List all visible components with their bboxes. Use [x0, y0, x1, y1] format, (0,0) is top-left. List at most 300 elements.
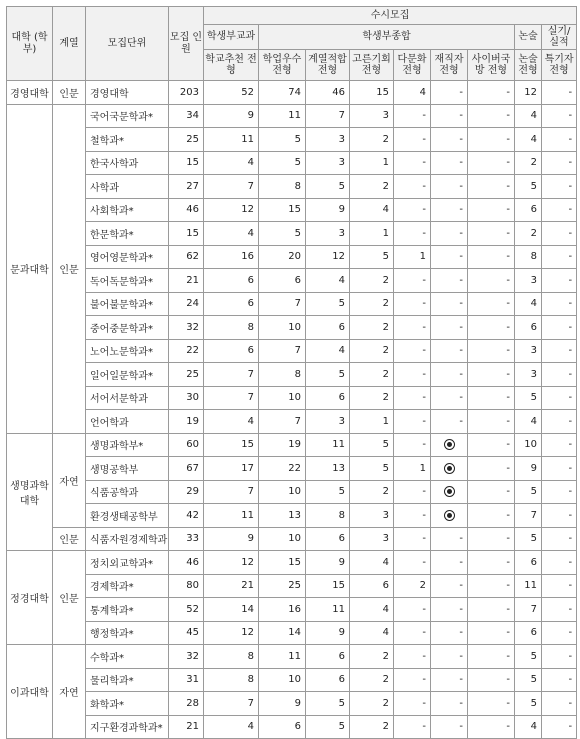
value-cell: 10: [259, 527, 306, 551]
unit-cell: 경제학과*: [86, 574, 169, 598]
value-cell: -: [394, 198, 431, 222]
value-cell: 2: [350, 668, 394, 692]
value-cell: 1: [350, 222, 394, 246]
value-cell: 12: [204, 621, 259, 645]
unit-cell: 독어독문학과*: [86, 269, 169, 293]
value-cell: 10: [259, 386, 306, 410]
value-cell: 5: [350, 245, 394, 269]
value-cell: 5: [350, 433, 394, 457]
value-cell: 46: [169, 198, 204, 222]
value-cell: -: [394, 151, 431, 175]
value-cell: -: [468, 316, 515, 340]
value-cell: 27: [169, 175, 204, 199]
value-cell: 4: [350, 198, 394, 222]
value-cell: -: [431, 551, 468, 575]
value-cell: 4: [306, 269, 350, 293]
value-cell: 7: [204, 386, 259, 410]
header-sub-7: 논술 전형: [515, 50, 542, 81]
value-cell: 10: [259, 480, 306, 504]
value-cell: 21: [169, 715, 204, 739]
value-cell: -: [542, 386, 577, 410]
value-cell: 7: [204, 175, 259, 199]
value-cell: 15: [169, 151, 204, 175]
value-cell: 52: [169, 598, 204, 622]
value-cell: -: [431, 292, 468, 316]
table-row: [7, 245, 577, 269]
value-cell: -: [468, 363, 515, 387]
value-cell: 4: [515, 410, 542, 434]
value-cell: -: [431, 598, 468, 622]
value-cell: -: [431, 198, 468, 222]
value-cell: 7: [515, 504, 542, 528]
selected-marker-cell: [431, 480, 468, 504]
value-cell: 6: [204, 292, 259, 316]
value-cell: 1: [350, 410, 394, 434]
unit-cell: 서어서문학과: [86, 386, 169, 410]
value-cell: -: [542, 715, 577, 739]
value-cell: 4: [204, 222, 259, 246]
value-cell: -: [468, 410, 515, 434]
header-quota: 모집 인원: [169, 7, 204, 81]
value-cell: 2: [515, 222, 542, 246]
value-cell: 1: [350, 151, 394, 175]
value-cell: 2: [350, 269, 394, 293]
admission-quota-table: [6, 6, 577, 739]
value-cell: 80: [169, 574, 204, 598]
header-sub-5: 재직자 전형: [431, 50, 468, 81]
value-cell: -: [394, 269, 431, 293]
value-cell: -: [542, 504, 577, 528]
value-cell: 203: [169, 81, 204, 105]
selected-marker-cell: [431, 433, 468, 457]
header-sub-8: 특기자 전형: [542, 50, 577, 81]
value-cell: -: [431, 386, 468, 410]
value-cell: -: [431, 222, 468, 246]
value-cell: 6: [515, 551, 542, 575]
value-cell: 7: [259, 339, 306, 363]
value-cell: -: [468, 621, 515, 645]
value-cell: -: [468, 715, 515, 739]
unit-cell: 노어노문학과*: [86, 339, 169, 363]
value-cell: 8: [204, 316, 259, 340]
value-cell: -: [431, 410, 468, 434]
unit-cell: 사학과: [86, 175, 169, 199]
value-cell: -: [431, 645, 468, 669]
unit-cell: 물리학과*: [86, 668, 169, 692]
value-cell: 7: [204, 363, 259, 387]
value-cell: 2: [394, 574, 431, 598]
value-cell: 8: [204, 645, 259, 669]
value-cell: 7: [259, 410, 306, 434]
value-cell: -: [542, 128, 577, 152]
table-row: [7, 81, 577, 105]
value-cell: -: [394, 598, 431, 622]
value-cell: -: [468, 222, 515, 246]
header-sub-3: 고른기회 전형: [350, 50, 394, 81]
value-cell: 6: [204, 339, 259, 363]
value-cell: -: [542, 363, 577, 387]
value-cell: 5: [515, 668, 542, 692]
unit-cell: 생명공학부: [86, 457, 169, 481]
value-cell: 5: [259, 151, 306, 175]
unit-cell: 수학과*: [86, 645, 169, 669]
value-cell: -: [542, 433, 577, 457]
value-cell: 3: [306, 222, 350, 246]
value-cell: 3: [306, 410, 350, 434]
value-cell: 2: [350, 175, 394, 199]
value-cell: -: [542, 339, 577, 363]
value-cell: 4: [515, 292, 542, 316]
value-cell: 19: [169, 410, 204, 434]
value-cell: -: [431, 81, 468, 105]
table-row: [7, 363, 577, 387]
selected-marker-cell: [431, 504, 468, 528]
value-cell: 20: [259, 245, 306, 269]
value-cell: 15: [259, 198, 306, 222]
table-row: [7, 151, 577, 175]
value-cell: -: [431, 245, 468, 269]
value-cell: 7: [515, 598, 542, 622]
unit-cell: 통계학과*: [86, 598, 169, 622]
table-header: [7, 7, 577, 81]
value-cell: 5: [515, 386, 542, 410]
value-cell: -: [468, 574, 515, 598]
value-cell: 6: [515, 198, 542, 222]
value-cell: 8: [259, 175, 306, 199]
value-cell: 34: [169, 104, 204, 128]
value-cell: -: [394, 715, 431, 739]
unit-cell: 정치외교학과*: [86, 551, 169, 575]
value-cell: -: [394, 504, 431, 528]
value-cell: -: [431, 339, 468, 363]
value-cell: 6: [306, 527, 350, 551]
value-cell: 12: [515, 81, 542, 105]
value-cell: -: [468, 339, 515, 363]
value-cell: -: [542, 104, 577, 128]
value-cell: -: [468, 269, 515, 293]
value-cell: 46: [169, 551, 204, 575]
header-sub-2: 계열적합 전형: [306, 50, 350, 81]
value-cell: 45: [169, 621, 204, 645]
value-cell: 1: [394, 457, 431, 481]
value-cell: -: [468, 104, 515, 128]
value-cell: -: [468, 128, 515, 152]
value-cell: 15: [306, 574, 350, 598]
table-row: [7, 339, 577, 363]
value-cell: 5: [306, 363, 350, 387]
value-cell: 22: [259, 457, 306, 481]
value-cell: 3: [350, 104, 394, 128]
value-cell: 5: [515, 175, 542, 199]
value-cell: 4: [515, 104, 542, 128]
value-cell: 3: [515, 339, 542, 363]
value-cell: -: [394, 104, 431, 128]
value-cell: -: [468, 645, 515, 669]
value-cell: -: [394, 433, 431, 457]
value-cell: 6: [204, 269, 259, 293]
value-cell: 9: [204, 104, 259, 128]
table-row: [7, 386, 577, 410]
value-cell: -: [468, 551, 515, 575]
value-cell: -: [431, 104, 468, 128]
value-cell: 1: [394, 245, 431, 269]
table-row: [7, 574, 577, 598]
value-cell: -: [542, 457, 577, 481]
value-cell: -: [431, 621, 468, 645]
value-cell: -: [431, 363, 468, 387]
division-cell: 인문: [53, 81, 86, 105]
unit-cell: 화학과*: [86, 692, 169, 716]
value-cell: 3: [306, 128, 350, 152]
value-cell: -: [542, 292, 577, 316]
value-cell: 6: [515, 621, 542, 645]
value-cell: 4: [350, 551, 394, 575]
value-cell: 4: [204, 715, 259, 739]
value-cell: 16: [204, 245, 259, 269]
unit-cell: 한문학과*: [86, 222, 169, 246]
value-cell: -: [542, 410, 577, 434]
value-cell: 8: [306, 504, 350, 528]
value-cell: 12: [204, 551, 259, 575]
value-cell: -: [394, 386, 431, 410]
value-cell: -: [542, 222, 577, 246]
unit-cell: 일어일문학과*: [86, 363, 169, 387]
value-cell: -: [542, 527, 577, 551]
value-cell: -: [394, 292, 431, 316]
division-cell: 인문: [53, 527, 86, 551]
header-unit: 모집단위: [86, 7, 169, 81]
table-row: [7, 692, 577, 716]
value-cell: -: [468, 81, 515, 105]
value-cell: 11: [259, 645, 306, 669]
value-cell: 7: [204, 692, 259, 716]
header-susi: 수시모집: [204, 7, 577, 25]
table-body: [7, 81, 577, 739]
value-cell: 14: [204, 598, 259, 622]
value-cell: 11: [259, 104, 306, 128]
table-row: [7, 480, 577, 504]
value-cell: 2: [515, 151, 542, 175]
value-cell: 4: [306, 339, 350, 363]
value-cell: 67: [169, 457, 204, 481]
value-cell: 4: [350, 621, 394, 645]
header-sub-1: 학업우수 전형: [259, 50, 306, 81]
value-cell: 3: [515, 363, 542, 387]
value-cell: 52: [204, 81, 259, 105]
value-cell: 6: [259, 269, 306, 293]
value-cell: 30: [169, 386, 204, 410]
value-cell: 14: [259, 621, 306, 645]
value-cell: -: [542, 480, 577, 504]
value-cell: 2: [350, 645, 394, 669]
value-cell: -: [468, 692, 515, 716]
unit-cell: 식품자원경제학과: [86, 527, 169, 551]
header-student-total: 학생부종합: [259, 25, 515, 50]
value-cell: -: [468, 245, 515, 269]
header-essay: 논술: [515, 25, 542, 50]
value-cell: 4: [394, 81, 431, 105]
value-cell: -: [542, 269, 577, 293]
college-cell: 문과대학: [7, 104, 53, 433]
value-cell: -: [431, 692, 468, 716]
value-cell: 2: [350, 386, 394, 410]
value-cell: 62: [169, 245, 204, 269]
value-cell: -: [431, 128, 468, 152]
table-row: [7, 292, 577, 316]
value-cell: 5: [259, 128, 306, 152]
header-practical: 실기/ 실적: [542, 25, 577, 50]
value-cell: 4: [204, 151, 259, 175]
value-cell: 7: [306, 104, 350, 128]
value-cell: 42: [169, 504, 204, 528]
value-cell: 21: [169, 269, 204, 293]
value-cell: -: [431, 316, 468, 340]
unit-cell: 생명과학부*: [86, 433, 169, 457]
value-cell: -: [394, 410, 431, 434]
value-cell: -: [431, 574, 468, 598]
table-row: [7, 645, 577, 669]
value-cell: -: [542, 175, 577, 199]
value-cell: 5: [515, 527, 542, 551]
value-cell: 10: [515, 433, 542, 457]
value-cell: -: [394, 621, 431, 645]
value-cell: -: [468, 292, 515, 316]
value-cell: 3: [350, 504, 394, 528]
value-cell: 5: [515, 645, 542, 669]
value-cell: 32: [169, 645, 204, 669]
value-cell: -: [394, 222, 431, 246]
value-cell: 9: [204, 527, 259, 551]
value-cell: 9: [515, 457, 542, 481]
value-cell: 8: [204, 668, 259, 692]
header-student-school: 학생부교과: [204, 25, 259, 50]
radio-filled-icon: [444, 439, 455, 450]
value-cell: -: [394, 692, 431, 716]
value-cell: -: [394, 551, 431, 575]
value-cell: -: [542, 551, 577, 575]
value-cell: -: [468, 504, 515, 528]
college-cell: 경영대학: [7, 81, 53, 105]
value-cell: 24: [169, 292, 204, 316]
value-cell: 60: [169, 433, 204, 457]
value-cell: -: [542, 574, 577, 598]
unit-cell: 철학과*: [86, 128, 169, 152]
value-cell: 29: [169, 480, 204, 504]
value-cell: 4: [515, 128, 542, 152]
value-cell: -: [468, 480, 515, 504]
value-cell: -: [542, 245, 577, 269]
value-cell: -: [394, 316, 431, 340]
value-cell: -: [394, 339, 431, 363]
value-cell: 32: [169, 316, 204, 340]
value-cell: 5: [515, 692, 542, 716]
value-cell: 6: [259, 715, 306, 739]
value-cell: 3: [515, 269, 542, 293]
value-cell: 4: [515, 715, 542, 739]
value-cell: -: [468, 668, 515, 692]
header-university: 대학 (학부): [7, 7, 53, 81]
value-cell: 25: [259, 574, 306, 598]
value-cell: 2: [350, 128, 394, 152]
value-cell: 9: [306, 621, 350, 645]
table-row: [7, 433, 577, 457]
value-cell: -: [468, 386, 515, 410]
unit-cell: 경영대학: [86, 81, 169, 105]
value-cell: 5: [306, 715, 350, 739]
unit-cell: 환경생태공학부: [86, 504, 169, 528]
division-cell: 인문: [53, 551, 86, 645]
college-cell: 이과대학: [7, 645, 53, 739]
value-cell: -: [394, 527, 431, 551]
value-cell: 5: [306, 292, 350, 316]
table-row: [7, 222, 577, 246]
value-cell: 13: [259, 504, 306, 528]
table-row: [7, 715, 577, 739]
value-cell: 28: [169, 692, 204, 716]
value-cell: 9: [259, 692, 306, 716]
value-cell: -: [542, 316, 577, 340]
table-row: [7, 128, 577, 152]
value-cell: 15: [259, 551, 306, 575]
value-cell: 9: [306, 551, 350, 575]
value-cell: -: [542, 645, 577, 669]
unit-cell: 식품공학과: [86, 480, 169, 504]
value-cell: 17: [204, 457, 259, 481]
value-cell: -: [542, 692, 577, 716]
value-cell: 3: [350, 527, 394, 551]
value-cell: 21: [204, 574, 259, 598]
division-cell: 자연: [53, 433, 86, 527]
value-cell: 13: [306, 457, 350, 481]
radio-filled-icon: [444, 463, 455, 474]
value-cell: 3: [306, 151, 350, 175]
table-row: [7, 457, 577, 481]
value-cell: -: [542, 621, 577, 645]
value-cell: 12: [306, 245, 350, 269]
value-cell: -: [431, 715, 468, 739]
value-cell: -: [431, 269, 468, 293]
value-cell: 15: [350, 81, 394, 105]
selected-marker-cell: [431, 457, 468, 481]
value-cell: 2: [350, 316, 394, 340]
value-cell: -: [431, 668, 468, 692]
value-cell: 22: [169, 339, 204, 363]
value-cell: 5: [306, 480, 350, 504]
unit-cell: 지구환경과학과*: [86, 715, 169, 739]
unit-cell: 중어중문학과*: [86, 316, 169, 340]
table-row: [7, 316, 577, 340]
unit-cell: 사회학과*: [86, 198, 169, 222]
value-cell: 8: [515, 245, 542, 269]
unit-cell: 한국사학과: [86, 151, 169, 175]
table-row: [7, 668, 577, 692]
value-cell: -: [431, 527, 468, 551]
table-row: [7, 198, 577, 222]
value-cell: 6: [350, 574, 394, 598]
value-cell: 5: [350, 457, 394, 481]
value-cell: -: [394, 175, 431, 199]
value-cell: 31: [169, 668, 204, 692]
table-row: [7, 551, 577, 575]
value-cell: 16: [259, 598, 306, 622]
value-cell: -: [394, 480, 431, 504]
unit-cell: 불어불문학과*: [86, 292, 169, 316]
table-row: [7, 269, 577, 293]
header-sub-0: 학교추천 전형: [204, 50, 259, 81]
header-sub-4: 다문화 전형: [394, 50, 431, 81]
value-cell: 2: [350, 363, 394, 387]
value-cell: -: [394, 128, 431, 152]
